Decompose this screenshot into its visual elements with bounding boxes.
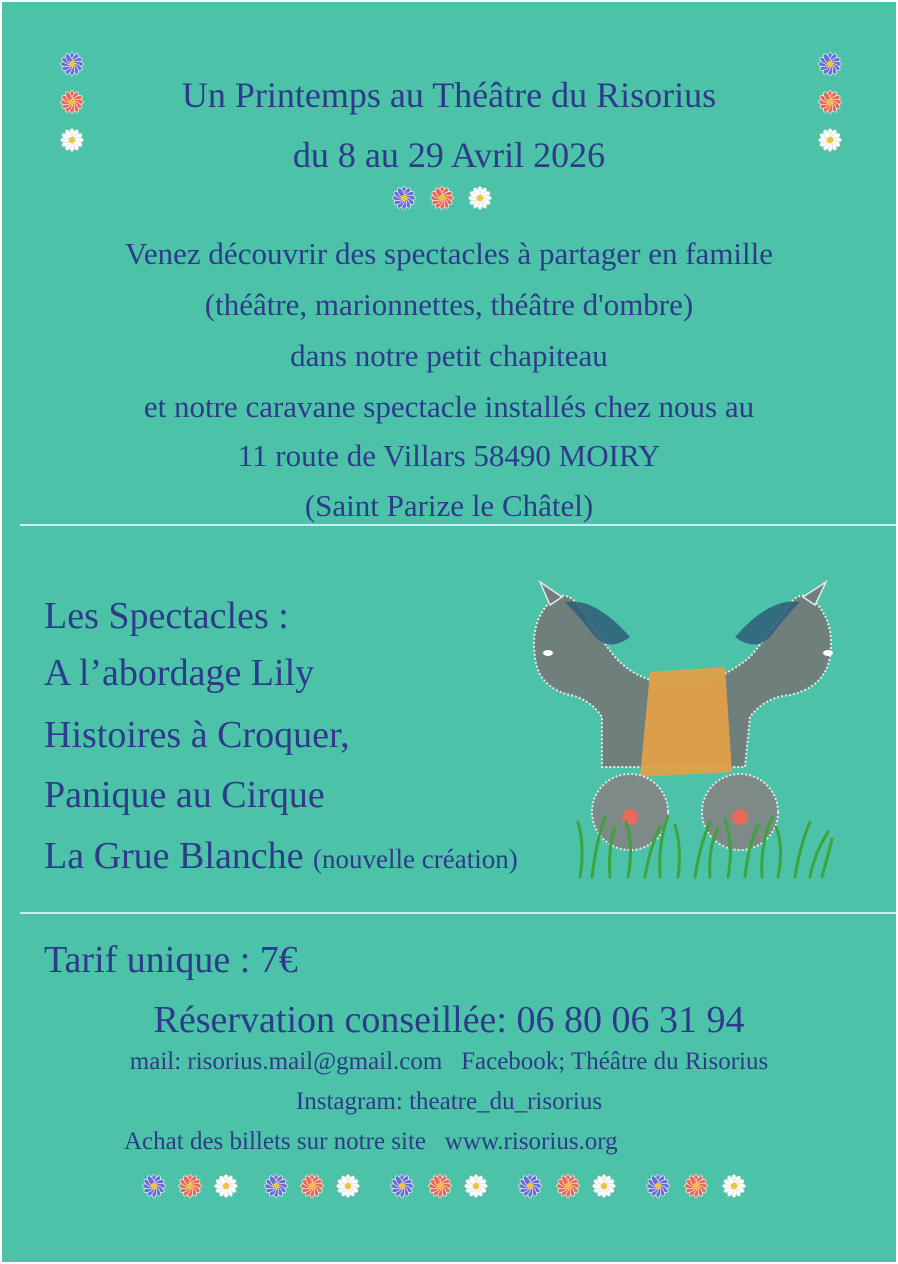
daisy-blue-icon [393,187,416,210]
daisy-blue-icon [61,53,84,76]
poster [2,2,896,1262]
tickets-line: Achat des billets sur notre site www.risorius.org [124,1128,618,1155]
daisy-blue-icon [143,1175,166,1198]
daisy-red-icon [429,1175,452,1198]
shows-heading: Les Spectacles : [44,595,289,637]
daisy-blue-icon [391,1175,414,1198]
daisy-white-icon [465,1175,488,1198]
title-line-2: du 8 au 29 Avril 2026 [292,135,606,175]
show-item-3: Panique au Cirque [44,774,325,816]
daisy-blue-icon [519,1175,542,1198]
title-line-1: Un Printemps au Théâtre du Risorius [181,75,717,115]
daisy-white-icon [593,1175,616,1198]
booking-line: Réservation conseillée: 06 80 06 31 94 [153,999,745,1041]
daisy-row-title [388,184,498,212]
daisy-white-icon [723,1175,746,1198]
intro-line-4: et notre caravane spectacle installés chez nous au [143,389,755,424]
daisy-white-icon [337,1175,360,1198]
daisy-red-icon [685,1175,708,1198]
price: Tarif unique : 7€ [44,939,298,981]
daisy-red-icon [431,187,454,210]
show-item-4 [44,834,518,878]
daisy-white-icon [215,1175,238,1198]
show-item-1: A l’abordage Lily [44,652,315,694]
daisy-blue-icon [819,53,842,76]
intro-line-6: (Saint Parize le Châtel) [304,488,594,523]
show-item-4-note: (nouvelle création) [313,844,518,874]
divider-bottom [20,912,896,914]
intro-line-3: dans notre petit chapiteau [290,338,608,373]
contact-line: mail: risorius.mail@gmail.com Facebook; Théâtre du Risorius [129,1048,769,1075]
instagram-line: Instagram: theatre_du_risorius [295,1088,603,1115]
intro-line-5: 11 route de Villars 58490 MOIRY [237,438,661,473]
show-item-2: Histoires à Croquer, [44,714,350,756]
intro-line-2: (théâtre, marionnettes, théâtre d'ombre) [204,287,694,322]
daisy-red-icon [557,1175,580,1198]
daisy-blue-icon [647,1175,670,1198]
daisy-red-icon [301,1175,324,1198]
divider-top [20,524,896,526]
daisy-row-bottom [138,1172,758,1200]
daisy-blue-icon [265,1175,288,1198]
daisy-red-icon [179,1175,202,1198]
wooden-horse-illustration [510,577,860,887]
daisy-white-icon [469,187,492,210]
intro-line-1: Venez découvrir des spectacles à partager en famille [124,236,774,271]
show-item-4-title: La Grue Blanche [44,835,304,877]
